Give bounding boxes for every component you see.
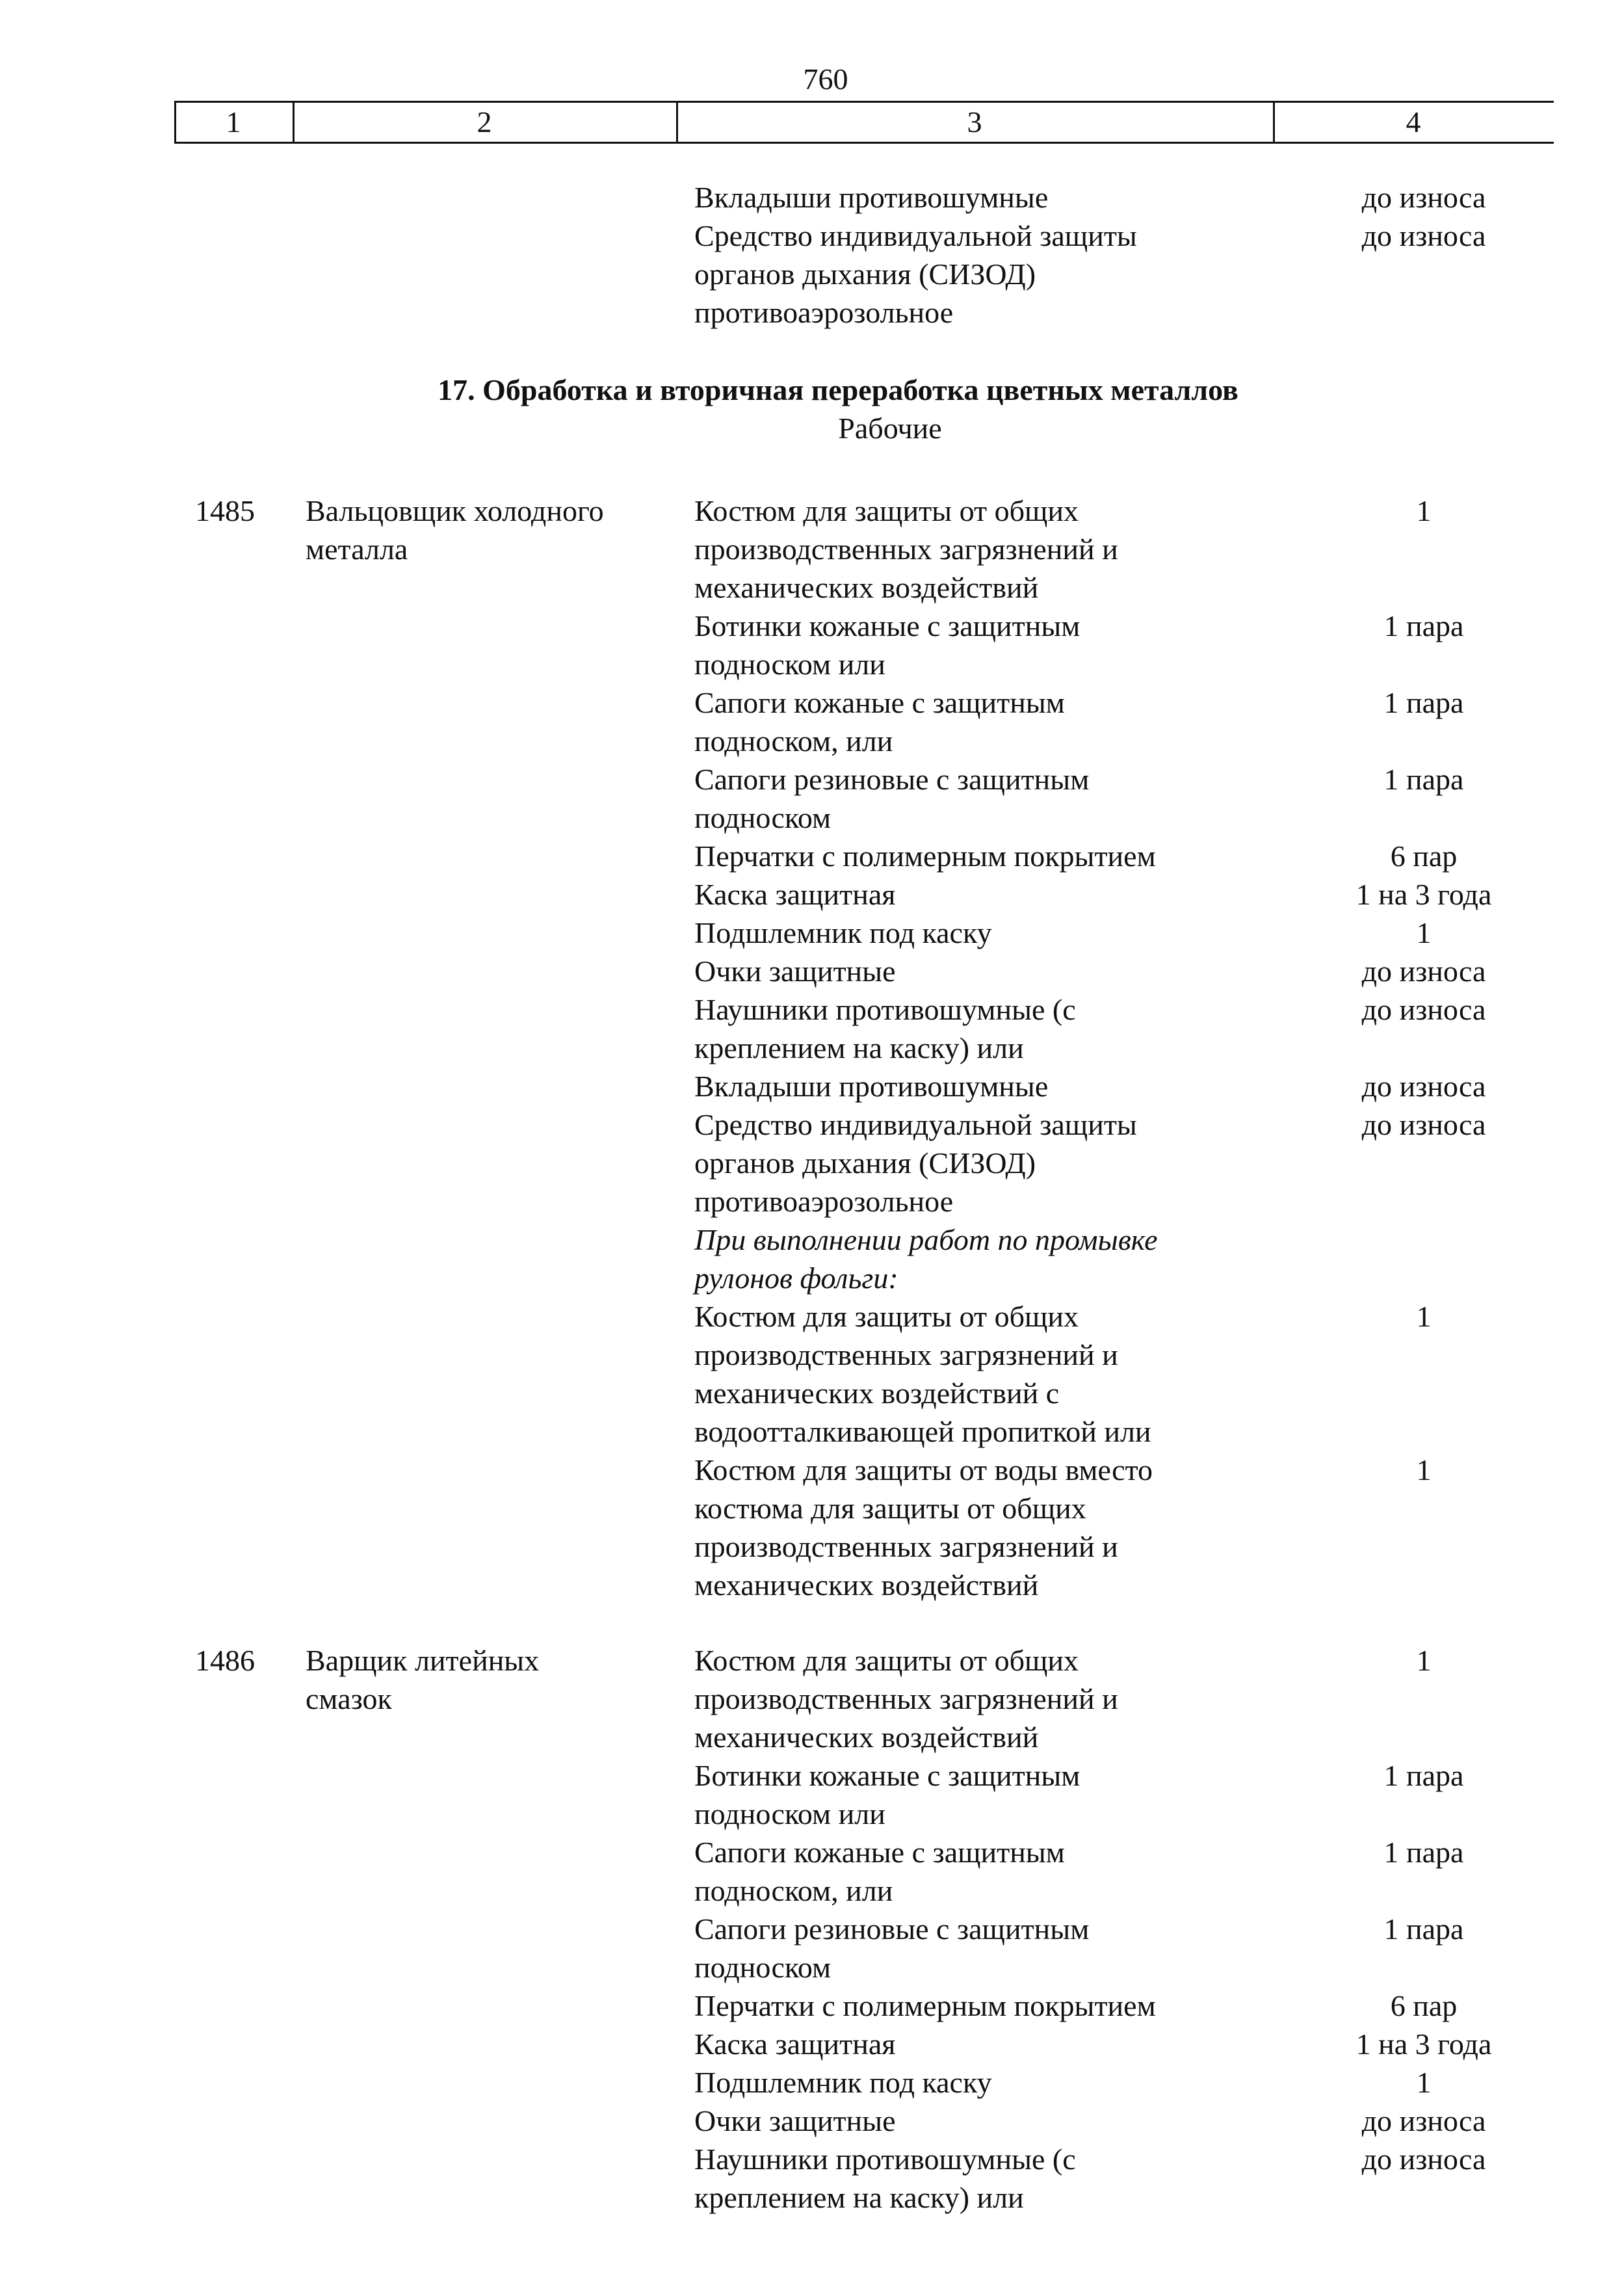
ppe-item-name: подноском или — [694, 648, 885, 681]
condition-note: рулонов фольги: — [694, 1261, 898, 1295]
ppe-item-norm: 1 пара — [1383, 1912, 1464, 1946]
ppe-item-name: Каска защитная — [694, 878, 896, 911]
ppe-item-name: производственных загрязнений и — [694, 533, 1118, 566]
ppe-item-name: производственных загрязнений и — [694, 1338, 1118, 1371]
ppe-item-name: механических воздействий — [694, 1721, 1039, 1754]
ppe-item-name: Костюм для защиты от общих — [694, 494, 1079, 527]
ppe-item-name: креплением на каску) или — [694, 1031, 1024, 1064]
column-header-1: 1 — [226, 105, 241, 139]
ppe-item-name: Очки защитные — [694, 2104, 896, 2137]
ppe-item-norm: 6 пар — [1390, 1989, 1458, 2022]
ppe-item-norm: 1 пара — [1383, 1836, 1464, 1869]
column-header-2: 2 — [477, 105, 492, 139]
ppe-item-name: костюма для защиты от общих — [694, 1492, 1086, 1525]
ppe-item-name: Сапоги резиновые с защитным — [694, 763, 1090, 796]
ppe-item-name: Вкладыши противошумные — [694, 1070, 1049, 1103]
ppe-item-norm: до износа — [1361, 219, 1486, 252]
condition-note: При выполнении работ по промывке — [694, 1223, 1158, 1256]
ppe-item-name: механических воздействий — [694, 1568, 1039, 1602]
ppe-item-norm: 1 на 3 года — [1356, 878, 1492, 911]
profession-name: смазок — [306, 1682, 392, 1715]
ppe-item-norm: до износа — [1361, 181, 1486, 214]
ppe-item-name: механических воздействий с — [694, 1377, 1060, 1410]
ppe-item-norm: до износа — [1361, 2143, 1486, 2176]
ppe-item-name: Сапоги резиновые с защитным — [694, 1912, 1090, 1946]
ppe-item-norm: 1 — [1416, 494, 1432, 527]
ppe-item-name: подноском или — [694, 1797, 885, 1830]
profession-name: Вальцовщик холодного — [306, 494, 604, 527]
ppe-item-name: Очки защитные — [694, 955, 896, 988]
ppe-item-name: противоаэрозольное — [694, 296, 954, 329]
ppe-item-name: органов дыхания (СИЗОД) — [694, 1146, 1036, 1180]
ppe-item-name: механических воздействий — [694, 571, 1039, 604]
ppe-item-norm: до износа — [1361, 2104, 1486, 2137]
ppe-item-norm: 1 пара — [1383, 763, 1464, 796]
ppe-item-name: Сапоги кожаные с защитным — [694, 686, 1065, 719]
ppe-item-name: производственных загрязнений и — [694, 1682, 1118, 1715]
ppe-item-name: Ботинки кожаные с защитным — [694, 1759, 1080, 1792]
column-header-3: 3 — [967, 105, 982, 139]
ppe-item-name: подноском — [694, 1951, 832, 1984]
profession-number: 1485 — [195, 494, 255, 527]
ppe-item-norm: до износа — [1361, 955, 1486, 988]
profession-name: металла — [306, 533, 408, 566]
ppe-item-norm: 1 — [1416, 2066, 1432, 2099]
section-subtitle: Рабочие — [838, 412, 942, 445]
profession-name: Варщик литейных — [306, 1644, 540, 1677]
profession-number: 1486 — [195, 1644, 255, 1677]
ppe-item-norm: 1 — [1416, 1300, 1432, 1333]
ppe-item-norm: 1 на 3 года — [1356, 2027, 1492, 2061]
ppe-item-name: Средство индивидуальной защиты — [694, 1108, 1137, 1141]
ppe-item-name: Наушники противошумные (с — [694, 993, 1076, 1026]
page-number: 760 — [803, 62, 848, 96]
ppe-item-name: Вкладыши противошумные — [694, 181, 1049, 214]
ppe-item-norm: до износа — [1361, 993, 1486, 1026]
ppe-item-norm: 1 пара — [1383, 686, 1464, 719]
ppe-item-name: Каска защитная — [694, 2027, 896, 2061]
ppe-item-norm: до износа — [1361, 1070, 1486, 1103]
ppe-item-norm: 1 — [1416, 1453, 1432, 1486]
ppe-item-name: Костюм для защиты от воды вместо — [694, 1453, 1153, 1486]
column-header-4: 4 — [1406, 105, 1421, 139]
ppe-item-name: подноском, или — [694, 724, 893, 758]
ppe-item-name: подноском — [694, 801, 832, 834]
ppe-item-norm: 1 пара — [1383, 609, 1464, 642]
ppe-item-norm: до износа — [1361, 1108, 1486, 1141]
ppe-item-name: Наушники противошумные (с — [694, 2143, 1076, 2176]
ppe-item-name: подноском, или — [694, 1874, 893, 1907]
ppe-item-name: Костюм для защиты от общих — [694, 1644, 1079, 1677]
ppe-item-name: Перчатки с полимерным покрытием — [694, 839, 1156, 873]
ppe-item-name: Сапоги кожаные с защитным — [694, 1836, 1065, 1869]
ppe-item-name: креплением на каску) или — [694, 2181, 1024, 2214]
section-title: 17. Обработка и вторичная переработка цветных металлов — [438, 373, 1238, 406]
ppe-item-name: Костюм для защиты от общих — [694, 1300, 1079, 1333]
ppe-item-name: водоотталкивающей пропиткой или — [694, 1415, 1151, 1448]
ppe-item-name: Перчатки с полимерным покрытием — [694, 1989, 1156, 2022]
ppe-item-name: органов дыхания (СИЗОД) — [694, 257, 1036, 291]
ppe-item-name: Средство индивидуальной защиты — [694, 219, 1137, 252]
ppe-item-name: противоаэрозольное — [694, 1185, 954, 1218]
ppe-item-norm: 1 пара — [1383, 1759, 1464, 1792]
ppe-item-name: Ботинки кожаные с защитным — [694, 609, 1080, 642]
ppe-item-name: Подшлемник под каску — [694, 2066, 992, 2099]
ppe-item-name: производственных загрязнений и — [694, 1530, 1118, 1563]
ppe-item-norm: 1 — [1416, 916, 1432, 949]
ppe-item-norm: 1 — [1416, 1644, 1432, 1677]
ppe-item-norm: 6 пар — [1390, 839, 1458, 873]
column-header-row — [174, 101, 1554, 144]
ppe-item-name: Подшлемник под каску — [694, 916, 992, 949]
